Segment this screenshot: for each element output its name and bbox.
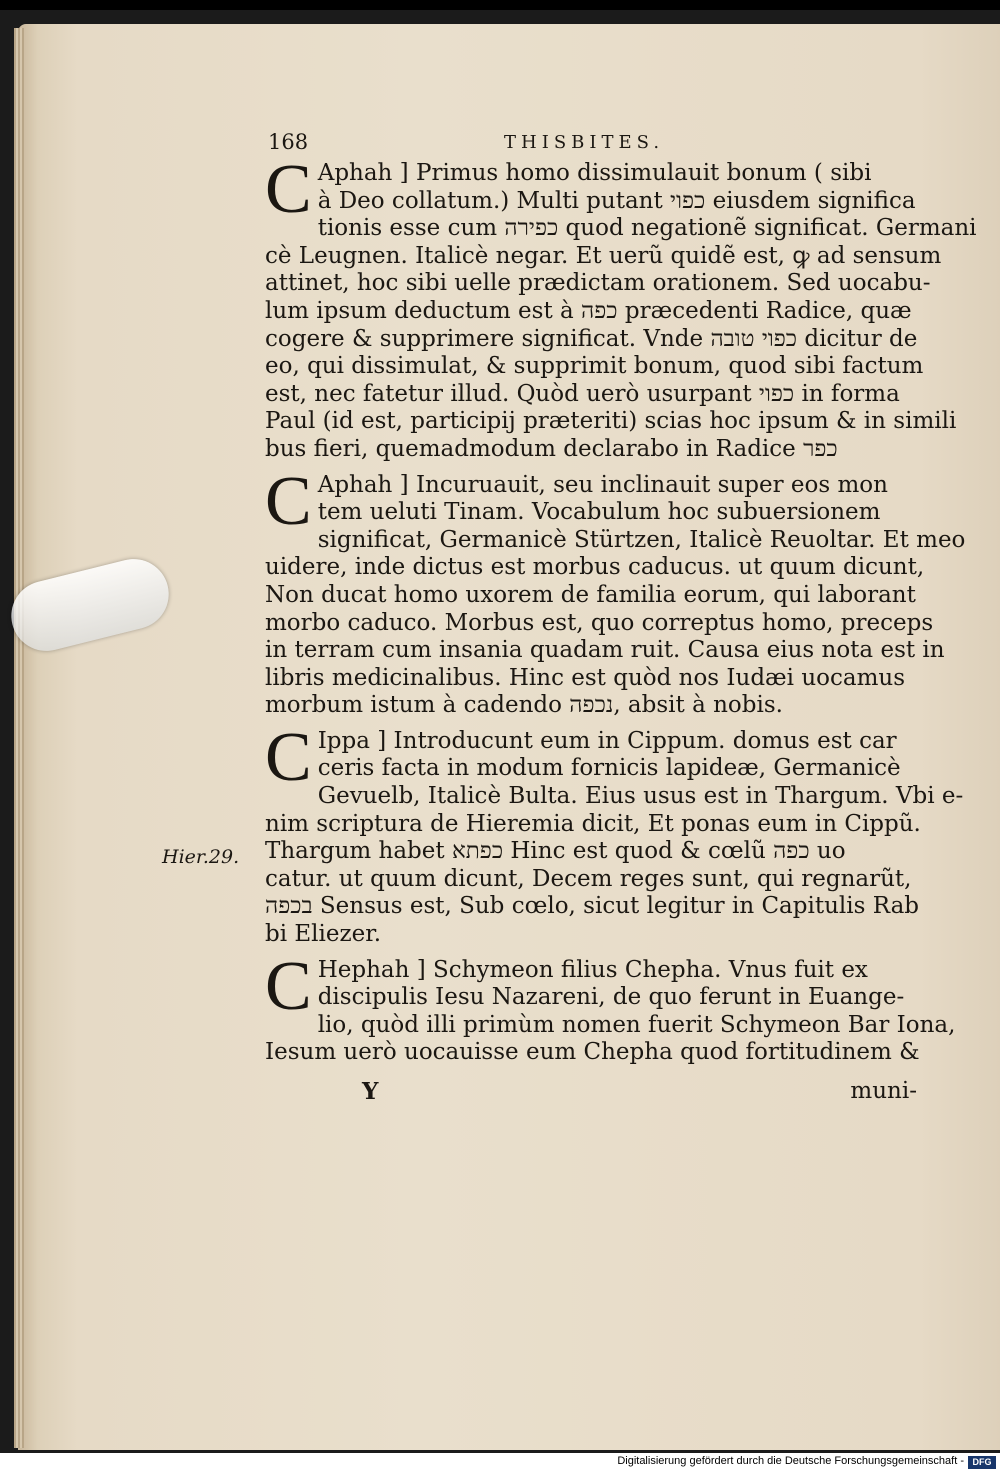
text-line: eo, qui dissimulat, & supprimit bonum, quod sibi factum (265, 353, 924, 380)
text-line: attinet, hoc sibi uelle prædictam orationem. Sed uocabu- (265, 270, 931, 297)
text-line: lum ipsum deductum est à כפה præcedenti Radice, quæ (265, 297, 912, 324)
signature-mark: Y (362, 1078, 379, 1105)
text-line: à Deo collatum.) Multi putant כפוי eiusdem significa (317, 187, 916, 214)
drop-initial: C (265, 151, 312, 228)
text-line: est, nec fatetur illud. Quòd uerò usurpant כפוי in forma (265, 380, 900, 407)
text-line: catur. ut quum dicunt, Decem reges sunt, qui regnarũt, (265, 865, 912, 892)
footer-credit: Digitalisierung gefördert durch die Deutsche Forschungsgemeinschaft - (617, 1455, 964, 1467)
drop-initial: C (265, 462, 312, 540)
catchword: muni- (850, 1078, 917, 1104)
page-number: 168 (268, 130, 309, 154)
text-line: uidere, inde dictus est morbus caducus. ut quum dicunt, (265, 554, 925, 581)
text-line: ceris facta in modum fornicis lapideæ, Germanicè (317, 755, 901, 782)
page-foot (265, 1078, 917, 1108)
text-line: nim scriptura de Hieremia dicit, Et ponas eum in Cippũ. (265, 810, 921, 837)
text-line: Aphah ] Primus homo dissimulauit bonum ( sibi (317, 160, 872, 186)
drop-initial: C (265, 947, 312, 1025)
text-line: cogere & supprimere significat. Vnde כפוי טובה dicitur de (265, 325, 918, 352)
text-line: בכפה Sensus est, Sub cœlo, sicut legitur in Capitulis Rab (265, 893, 920, 920)
text-line: Non ducat homo uxorem de familia eorum, qui laborant (265, 581, 916, 608)
text-block (265, 151, 977, 1075)
text-line: libris medicinalibus. Hinc est quòd nos Iudæi uocamus (265, 664, 906, 691)
text-line: discipulis Iesu Nazareni, de quo ferunt in Euange- (317, 984, 905, 1011)
running-head (268, 130, 918, 160)
running-title: THISBITES. (504, 132, 665, 153)
text-line: bi Eliezer. (265, 921, 382, 948)
text-line: cè Leugnen. Italicè negar. Et uerũ quidẽ est, ꝙ ad sensum (265, 242, 942, 269)
text-line: bus fieri, quemadmodum declarabo in Radice כפר (265, 435, 838, 462)
page-edge (14, 28, 24, 1448)
text-line: Paul (id est, participij præteriti) scias hoc ipsum & in simili (265, 408, 957, 435)
footer-bar (0, 1453, 1000, 1473)
dfg-logo: DFG (968, 1456, 996, 1469)
text-line: Aphah ] Incuruauit, seu inclinauit super eos mon (317, 471, 888, 498)
text-line: tionis esse cum כפירה quod negationẽ significat. Germani (317, 215, 977, 242)
text-line: lio, quòd illi primùm nomen fuerit Schymeon Bar Iona, (317, 1011, 956, 1038)
text-line: Hephah ] Schymeon filius Chepha. Vnus fuit ex (317, 956, 868, 983)
text-line: significat, Germanicè Stürtzen, Italicè Reuoltar. Et meo (317, 526, 966, 553)
drop-initial: C (265, 718, 312, 796)
text-line: morbo caduco. Morbus est, quo correptus homo, preceps (265, 609, 934, 636)
text-line: in terram cum insania quadam ruit. Causa eius nota est in (265, 637, 945, 664)
entry (265, 718, 964, 949)
entry (265, 462, 966, 720)
text-line: tem ueluti Tinam. Vocabulum hoc subuersionem (317, 499, 881, 526)
text-line: Gevuelb, Italicè Bulta. Eius usus est in Thargum. Vbi e- (317, 783, 964, 810)
text-line: Iesum uerò uocauisse eum Chepha quod fortitudinem & (265, 1039, 920, 1066)
text-line: Thargum habet כפתא Hinc est quod & cœlũ כפה uo (265, 838, 846, 865)
text-line: Ippa ] Introducunt eum in Cippum. domus est car (317, 727, 897, 754)
entry (265, 947, 956, 1067)
margin-note: Hier.29. (162, 846, 240, 868)
text-line: morbum istum à cadendo נכפה, absit à nobis. (265, 692, 783, 719)
entry (265, 151, 977, 464)
